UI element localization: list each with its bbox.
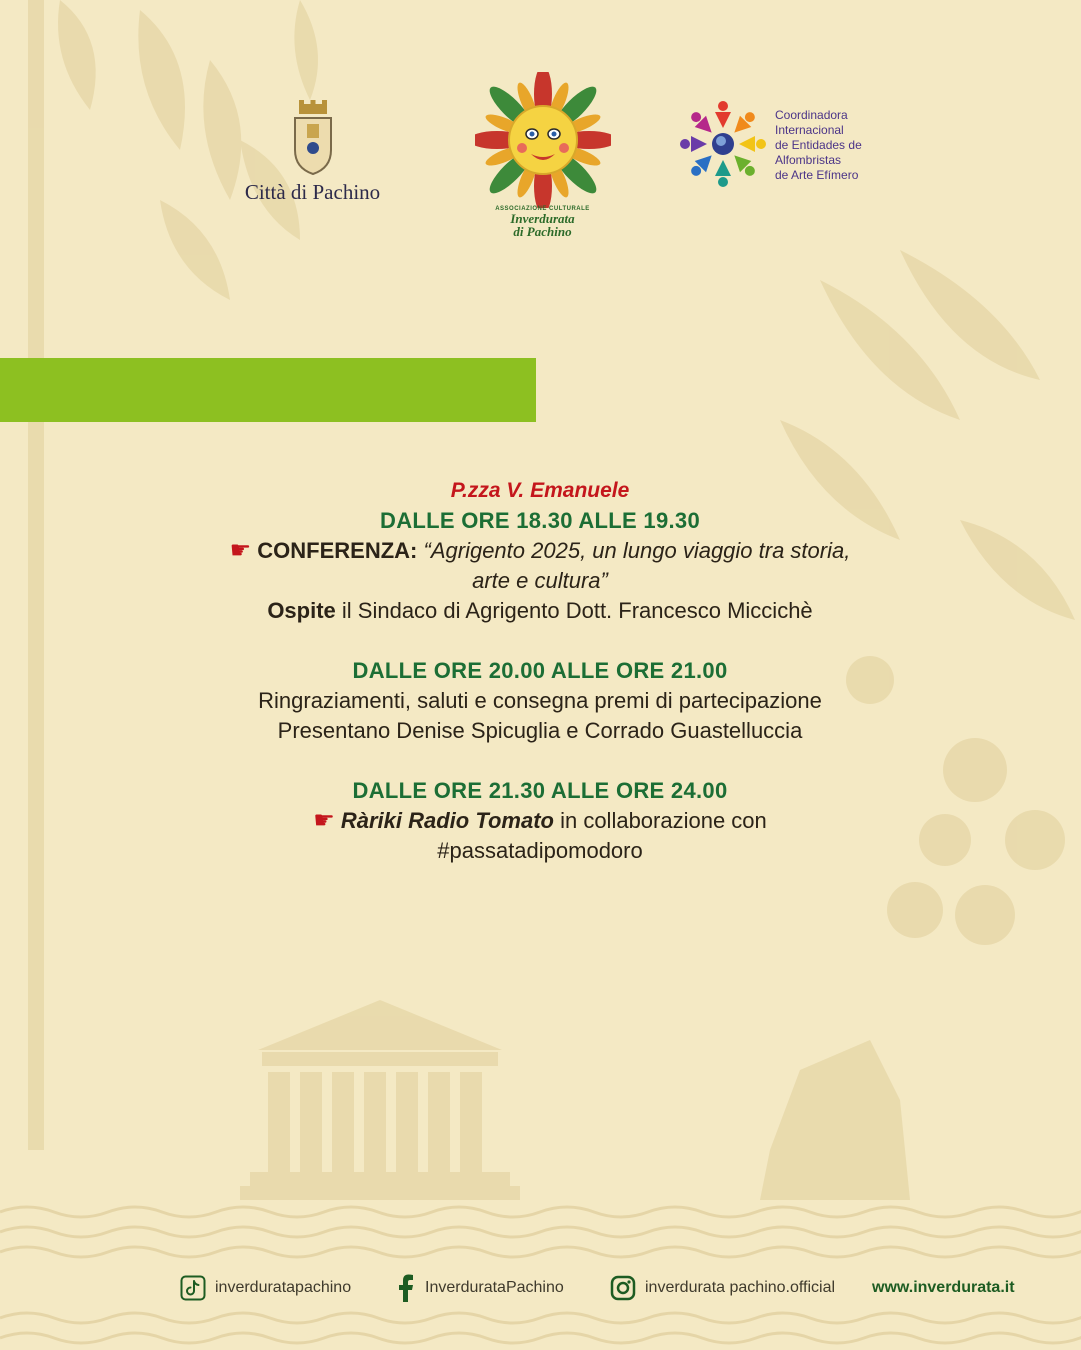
session1-conference-line [150, 536, 930, 566]
temple-decoration [396, 1072, 418, 1172]
cieaae-line: Coordinadora [775, 108, 848, 122]
temple-decoration [364, 1072, 386, 1172]
cieaae-line: Internacional [775, 123, 844, 137]
wave-decoration [0, 1207, 1081, 1217]
guest-text: il Sindaco di Agrigento Dott. Francesco Miccichè [335, 598, 813, 623]
temple-decoration [258, 1000, 502, 1050]
leaf-decoration [960, 520, 1075, 620]
pointing-hand-icon: ☛ [229, 537, 252, 564]
cieaae-line: Alfombristas [775, 153, 842, 167]
session2-line1: Ringraziamenti, saluti e consegna premi di partecipazione [258, 688, 822, 713]
venue-title: P.zza V. Emanuele [450, 479, 630, 502]
guest-label: Ospite [267, 598, 336, 623]
tower-decoration [760, 1040, 910, 1200]
program-content [150, 476, 930, 866]
footer-social-bar [0, 1272, 1081, 1304]
temple-decoration [240, 1186, 520, 1200]
cieaae-logo [675, 96, 885, 196]
wave-decoration [0, 1227, 1081, 1237]
facebook-icon [396, 1274, 416, 1302]
wave-decoration [0, 1313, 1081, 1323]
pachino-logo-name: Città di Pachino [244, 180, 381, 204]
tomato-decoration [955, 885, 1015, 945]
session3-time: DALLE ORE 21.30 ALLE ORE 24.00 [352, 778, 728, 803]
conference-title-line2: arte e cultura” [472, 568, 608, 593]
sun-mosaic-icon [475, 72, 611, 208]
tiktok-handle: inverduratapachino [215, 1279, 352, 1296]
stem-decoration [28, 0, 44, 1150]
pachino-logo [225, 98, 400, 205]
leaf-decoration [294, 0, 318, 100]
session3-band-line [150, 806, 930, 836]
leaf-decoration [138, 10, 185, 150]
wave-decoration [0, 1333, 1081, 1343]
wave-decoration [0, 1247, 1081, 1257]
temple-decoration [332, 1072, 354, 1172]
inverdurata-association-label: ASSOCIAZIONE CULTURALE [495, 206, 590, 212]
instagram-link[interactable] [610, 1272, 835, 1304]
temple-decoration [300, 1072, 322, 1172]
instagram-handle: inverdurata pachino.official [645, 1279, 836, 1296]
session2-line2: Presentano Denise Spicuglia e Corrado Guastelluccia [277, 718, 803, 743]
inverdurata-name-line2: di Pachino [513, 224, 572, 239]
pachino-crest-icon [291, 98, 335, 176]
temple-decoration [268, 1072, 290, 1172]
leaf-decoration [160, 200, 230, 300]
temple-decoration [262, 1052, 498, 1066]
green-accent-band [0, 358, 536, 422]
band-name: Ràriki Radio Tomato [340, 808, 554, 833]
temple-decoration [460, 1072, 482, 1172]
temple-decoration [250, 1172, 510, 1186]
facebook-link[interactable] [396, 1272, 564, 1304]
conference-label: CONFERENZA: [257, 538, 418, 563]
facebook-handle: InverdurataPachino [425, 1279, 564, 1296]
tomato-decoration [887, 882, 943, 938]
session1-guest-line [150, 596, 930, 626]
inverdurata-logo [470, 72, 615, 238]
website-url: www.inverdurata.it [872, 1279, 1015, 1296]
cieaae-line: de Entidades de [775, 138, 862, 152]
hashtag: #passatadipomodoro [437, 838, 643, 863]
tomato-decoration [943, 738, 1007, 802]
pointing-hand-icon: ☛ [313, 807, 335, 834]
conference-title-line1: “Agrigento 2025, un lungo viaggio tra storia, [423, 538, 851, 563]
cieaae-line: de Arte Efímero [775, 168, 859, 182]
website-link[interactable] [872, 1272, 1015, 1304]
tomato-decoration [1005, 810, 1065, 870]
session1-time: DALLE ORE 18.30 ALLE 19.30 [380, 508, 700, 533]
tiktok-link[interactable] [180, 1272, 351, 1304]
session2-time: DALLE ORE 20.00 ALLE ORE 21.00 [352, 658, 728, 683]
tiktok-icon [180, 1275, 206, 1301]
leaf-decoration [58, 0, 96, 110]
people-rosette-icon [675, 96, 771, 192]
temple-decoration [428, 1072, 450, 1172]
instagram-icon [610, 1275, 636, 1301]
inverdurata-name-line1: Inverdurata [510, 211, 575, 226]
band-collab-text: in collaborazione con [553, 808, 767, 833]
